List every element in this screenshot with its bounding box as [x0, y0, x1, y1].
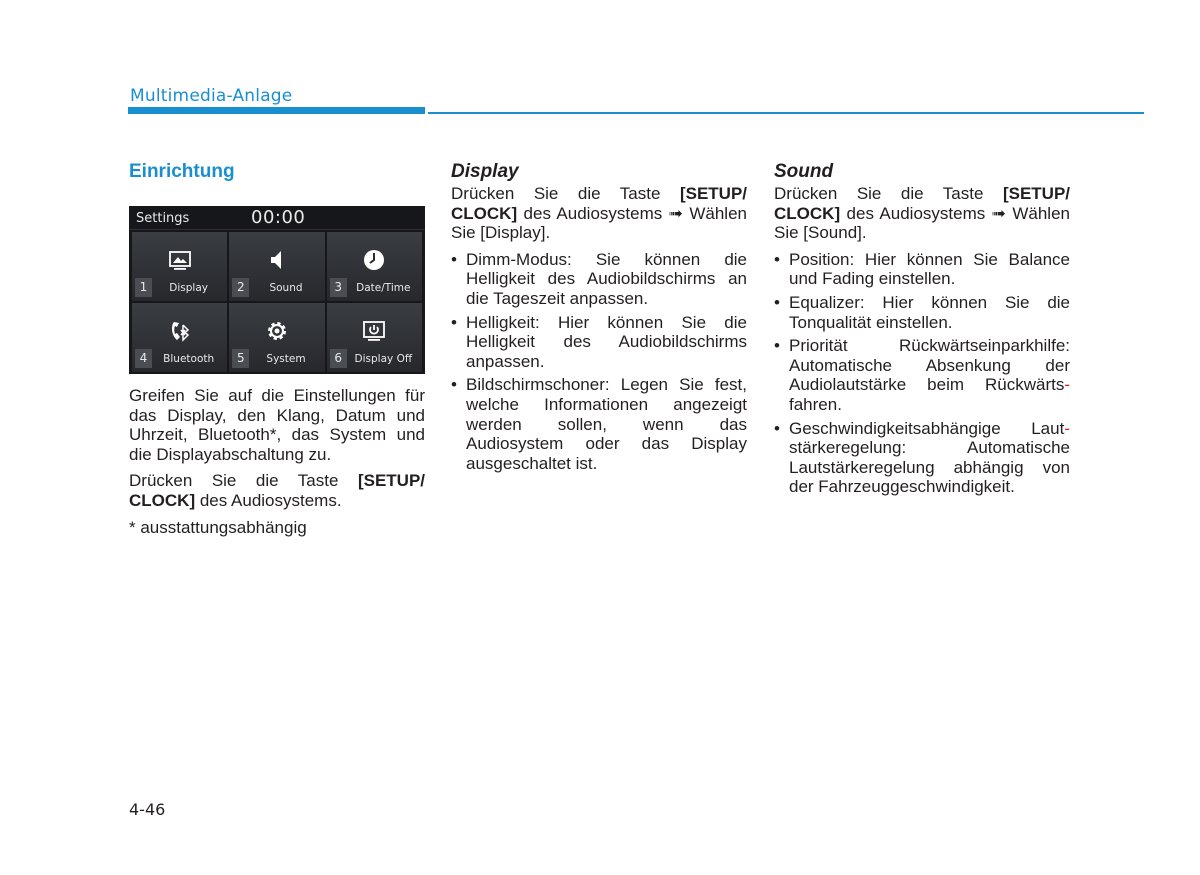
tile-label: Bluetooth [163, 353, 215, 365]
bluetooth-phone-icon [168, 319, 192, 343]
screen-status-bar [129, 206, 425, 230]
clock-icon [362, 248, 386, 272]
instruction-paragraph: Drücken Sie die Taste [SETUP/ CLOCK] des Audiosystems ➟ Wählen Sie [Sound]. [774, 184, 1070, 243]
tile-label: Display [169, 282, 209, 294]
tile-number: 5 [232, 349, 249, 368]
list-item: • Dimm-Modus: Sie können die Helligkeit des Audiobildschirms an die Tageszeit anpassen. [451, 250, 747, 309]
tile-number: 2 [232, 278, 249, 297]
tile-number: 4 [135, 349, 152, 368]
speaker-icon [265, 248, 289, 272]
screen-clock: 00:00 [251, 207, 306, 228]
gear-icon [265, 319, 289, 343]
tile-label: Date/Time [356, 282, 411, 294]
list-item: • Priorität Rückwärtseinparkhilfe: Automatische Absenkung der Audiolautstärke beim Rückwärts- fahren. [774, 336, 1070, 414]
header-rule-thin [428, 112, 1144, 114]
column-display [451, 160, 747, 477]
list-item: • Helligkeit: Hier können Sie die Helligkeit des Audiobildschirms anpassen. [451, 313, 747, 372]
tile-number: 6 [330, 349, 347, 368]
list-item: • Position: Hier können Sie Balance und Fading einstellen. [774, 250, 1070, 289]
subsection-heading: Display [451, 161, 519, 182]
display-icon [168, 248, 192, 272]
intro-paragraph: Greifen Sie auf die Einstellungen für das Display, den Klang, Datum und Uhrzeit, Bluetooth*, das System und die Displayabschaltung zu. [129, 386, 425, 464]
setup-paragraph: Drücken Sie die Taste [SETUP/ CLOCK] des Audiosystems. [129, 471, 425, 510]
instruction-paragraph: Drücken Sie die Taste [SETUP/ CLOCK] des Audiosystems ➟ Wählen Sie [Display]. [451, 184, 747, 243]
display-options-list [451, 250, 747, 474]
list-item: • Geschwindigkeitsabhängige Laut- stärkeregelung: Automatische Lautstärkeregelung abhängig von der Fahrzeuggeschwindigkeit. [774, 419, 1070, 497]
section-heading: Einrichtung [129, 161, 235, 182]
screen-title: Settings [136, 211, 190, 226]
tile-display[interactable] [132, 232, 227, 301]
tile-sound[interactable] [229, 232, 324, 301]
sound-options-list [774, 250, 1070, 497]
display-off-icon [362, 319, 386, 343]
subsection-heading: Sound [774, 161, 834, 182]
column-einrichtung [129, 160, 425, 544]
tile-number: 3 [330, 278, 347, 297]
tile-label: Display Off [354, 353, 413, 365]
footnote: * ausstattungsabhängig [129, 517, 307, 537]
tile-date-time[interactable] [327, 232, 422, 301]
list-item: • Equalizer: Hier können Sie die Tonqualität einstellen. [774, 293, 1070, 332]
page-number: 4-46 [129, 800, 166, 819]
tile-number: 1 [135, 278, 152, 297]
tile-display-off[interactable] [327, 303, 422, 372]
tile-system[interactable] [229, 303, 324, 372]
header-rule-thick [128, 107, 425, 114]
column-sound [774, 160, 1070, 501]
tile-bluetooth[interactable] [132, 303, 227, 372]
tile-label: System [266, 353, 306, 365]
tile-label: Sound [269, 282, 303, 294]
section-header-title: Multimedia-Anlage [130, 86, 293, 106]
list-item: • Bildschirmschoner: Legen Sie fest, welche Informationen angezeigt werden sollen, wenn das Audiosystem oder das Display ausgeschaltet ist. [451, 375, 747, 473]
settings-grid [132, 232, 422, 372]
settings-screen [129, 206, 425, 374]
